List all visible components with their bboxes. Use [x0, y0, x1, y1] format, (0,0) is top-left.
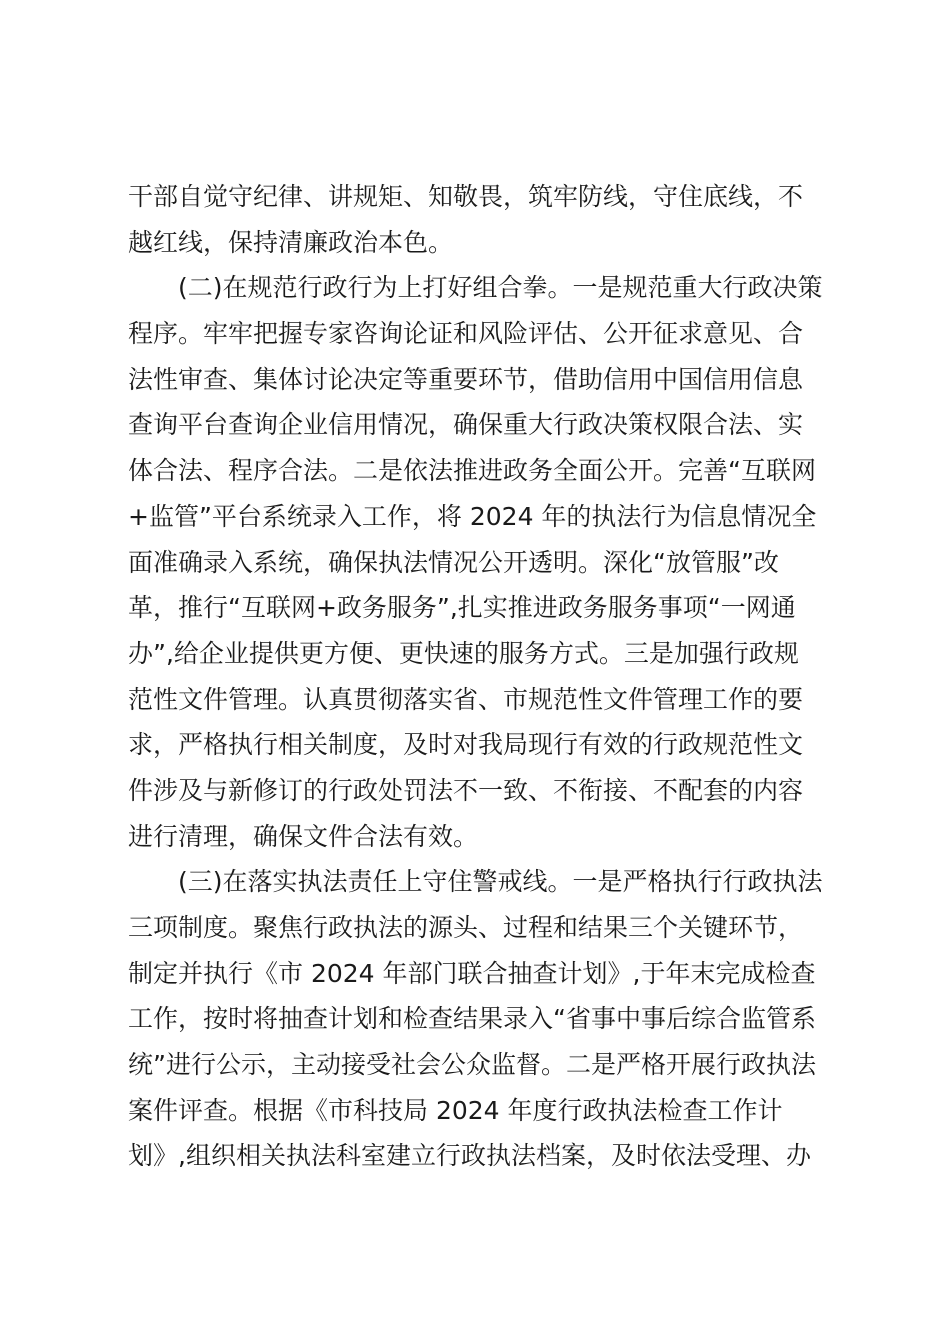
- text-line: 越红线，保持清廉政治本色。: [128, 227, 454, 257]
- text-line: 案件评查。根据《市科技局 2024 年度行政执法检查工作计: [128, 1095, 783, 1125]
- text-line: 查询平台查询企业信用情况，确保重大行政决策权限合法、实: [128, 410, 804, 440]
- text-line: (三)在落实执法责任上守住警戒线。一是严格执行行政执法: [178, 867, 823, 897]
- text-line: 面准确录入系统，确保执法情况公开透明。深化“放管服”改: [128, 547, 779, 577]
- text-line: 革，推行“互联网+政务服务”,扎实推进政务服务事项“一网通: [128, 593, 796, 623]
- document-body: [128, 174, 828, 1179]
- text-line: 统”进行公示，主动接受社会公众监督。二是严格开展行政执法: [128, 1050, 816, 1080]
- text-line: 范性文件管理。认真贯彻落实省、市规范性文件管理工作的要: [128, 684, 804, 714]
- text-line: 体合法、程序合法。二是依法推进政务全面公开。完善“互联网: [128, 456, 816, 486]
- text-line: 三项制度。聚焦行政执法的源头、过程和结果三个关键环节，: [128, 913, 804, 942]
- text-line: 程序。牢牢把握专家咨询论证和风险评估、公开征求意见、合: [128, 319, 804, 349]
- text-line: 制定并执行《市 2024 年部门联合抽查计划》,于年末完成检查: [128, 958, 816, 988]
- text-line: (二)在规范行政行为上打好组合拳。一是规范重大行政决策: [178, 273, 823, 303]
- text-line: 办”,给企业提供更方便、更快速的服务方式。三是加强行政规: [128, 638, 799, 668]
- text-line: 划》,组织相关执法科室建立行政执法档案，及时依法受理、办: [128, 1141, 811, 1171]
- text-line: 工作，按时将抽查计划和检查结果录入“省事中事后综合监管系: [128, 1004, 816, 1034]
- text-line: 求，严格执行相关制度，及时对我局现行有效的行政规范性文: [128, 730, 804, 760]
- text-line: +监管”平台系统录入工作，将 2024 年的执法行为信息情况全: [128, 501, 817, 531]
- text-line: 件涉及与新修订的行政处罚法不一致、不衔接、不配套的内容: [128, 775, 804, 805]
- text-line: 干部自觉守纪律、讲规矩、知敬畏，筑牢防线，守住底线，不: [128, 182, 804, 211]
- text-line: 法性审查、集体讨论决定等重要环节，借助信用中国信用信息: [128, 364, 804, 394]
- text-line: 进行清理，确保文件合法有效。: [128, 821, 479, 851]
